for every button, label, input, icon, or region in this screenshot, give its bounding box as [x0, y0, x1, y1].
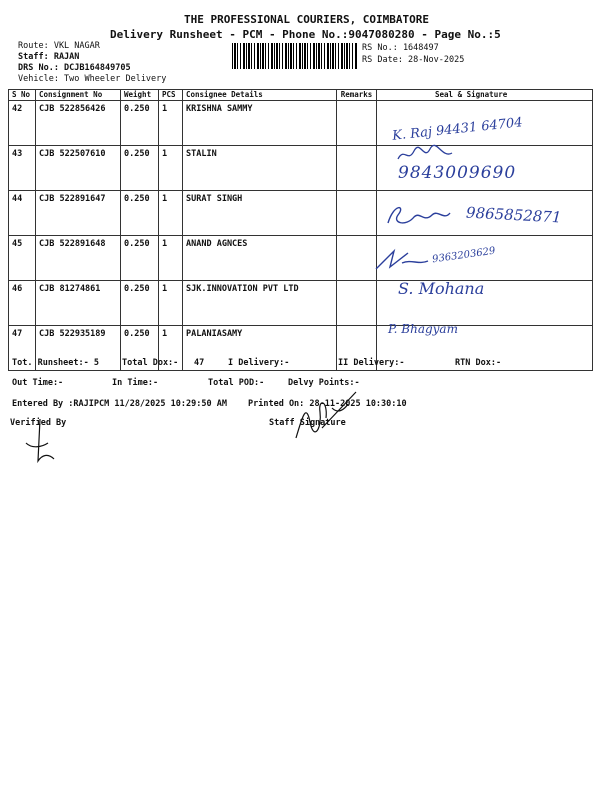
vehicle-label: Vehicle: Two Wheeler Delivery: [18, 74, 167, 84]
cell-pcs: 1: [159, 191, 183, 236]
col-consignment: Consignment No: [36, 90, 121, 101]
handwritten-signature: K. Raj 94431 64704: [391, 115, 524, 144]
signature-scribble: [372, 243, 432, 273]
cell-remarks: [337, 236, 377, 281]
cell-consignee: ANAND AGNCES: [183, 236, 337, 281]
total-pod: Total POD:-: [208, 378, 265, 388]
cell-consignment: CJB 522891648: [36, 236, 121, 281]
barcode: [232, 43, 358, 69]
table-row: [9, 281, 593, 326]
handwritten-signature: 9363203629: [431, 245, 497, 266]
cell-consignment: CJB 522856426: [36, 101, 121, 146]
cell-weight: 0.250: [121, 281, 159, 326]
handwritten-signature: 9865852871: [465, 203, 562, 227]
col-sno: S No: [9, 90, 36, 101]
runsheet-subtitle: Delivery Runsheet - PCM - Phone No.:9047080280 - Page No.:5: [110, 28, 501, 41]
cell-consignee: PALANIASAMY: [183, 326, 337, 371]
col-signature: Seal & Signature: [377, 90, 593, 101]
cell-pcs: 1: [159, 101, 183, 146]
staff-signature-scribble: [292, 388, 362, 448]
printed-on: Printed On: 28-11-2025 10:30:10: [248, 399, 407, 409]
cell-sno: 45: [9, 236, 36, 281]
company-title: THE PROFESSIONAL COURIERS, COIMBATORE: [184, 13, 430, 26]
cell-weight: 0.250: [121, 191, 159, 236]
delvy-points: Delvy Points:-: [288, 378, 360, 388]
cell-consignee: SJK.INNOVATION PVT LTD: [183, 281, 337, 326]
cell-pcs: 1: [159, 326, 183, 371]
cell-remarks: [337, 191, 377, 236]
cell-remarks: [337, 101, 377, 146]
cell-sno: 47: [9, 326, 36, 371]
cell-consignment: CJB 81274861: [36, 281, 121, 326]
cell-pcs: 1: [159, 236, 183, 281]
ii-delivery: II Delivery:-: [338, 358, 405, 368]
cell-weight: 0.250: [121, 146, 159, 191]
cell-sno: 42: [9, 101, 36, 146]
handwritten-signature: 9843009690: [398, 163, 517, 183]
cell-consignee: SURAT SINGH: [183, 191, 337, 236]
table-row: [9, 236, 593, 281]
cell-sno: 46: [9, 281, 36, 326]
cell-weight: 0.250: [121, 326, 159, 371]
tot-runsheet: Tot. Runsheet:- 5: [12, 358, 99, 368]
rs-no-label: RS No.: 1648497: [362, 43, 439, 53]
cell-consignment: CJB 522935189: [36, 326, 121, 371]
signature-scribble: [384, 201, 454, 231]
verifier-signature-scribble: [18, 415, 68, 465]
cell-weight: 0.250: [121, 101, 159, 146]
cell-remarks: [337, 146, 377, 191]
cell-sno: 44: [9, 191, 36, 236]
total-dox-label: Total Dox:-: [122, 358, 179, 368]
cell-pcs: 1: [159, 146, 183, 191]
route-label: Route: VKL NAGAR: [18, 41, 100, 51]
handwritten-signature: S. Mohana: [398, 279, 485, 298]
cell-sno: 43: [9, 146, 36, 191]
col-consignee: Consignee Details: [183, 90, 337, 101]
col-remarks: Remarks: [337, 90, 377, 101]
staff-label: Staff: RAJAN: [18, 52, 80, 62]
handwritten-signature: P. Bhagyam: [388, 322, 458, 336]
verified-by-label: Verified By: [10, 418, 67, 428]
cell-pcs: 1: [159, 281, 183, 326]
cell-weight: 0.250: [121, 236, 159, 281]
entered-by: Entered By :RAJIPCM 11/28/2025 10:29:50 AM: [12, 399, 227, 409]
out-time: Out Time:-: [12, 378, 64, 388]
signature-scribble: [396, 145, 456, 165]
cell-consignee: STALIN: [183, 146, 337, 191]
col-weight: Weight: [121, 90, 159, 101]
total-dox-value: 47: [194, 358, 205, 368]
table-header-row: [9, 90, 593, 101]
rtn-dox: RTN Dox:-: [455, 358, 502, 368]
staff-signature-label: Staff Signature: [269, 418, 346, 428]
cell-remarks: [337, 281, 377, 326]
cell-consignment: CJB 522507610: [36, 146, 121, 191]
cell-consignment: CJB 522891647: [36, 191, 121, 236]
cell-consignee: KRISHNA SAMMY: [183, 101, 337, 146]
drs-label: DRS No.: DCJB164849705: [18, 63, 131, 73]
col-pcs: PCS: [159, 90, 183, 101]
rs-date-label: RS Date: 28-Nov-2025: [362, 55, 465, 65]
i-delivery: I Delivery:-: [228, 358, 290, 368]
in-time: In Time:-: [112, 378, 159, 388]
